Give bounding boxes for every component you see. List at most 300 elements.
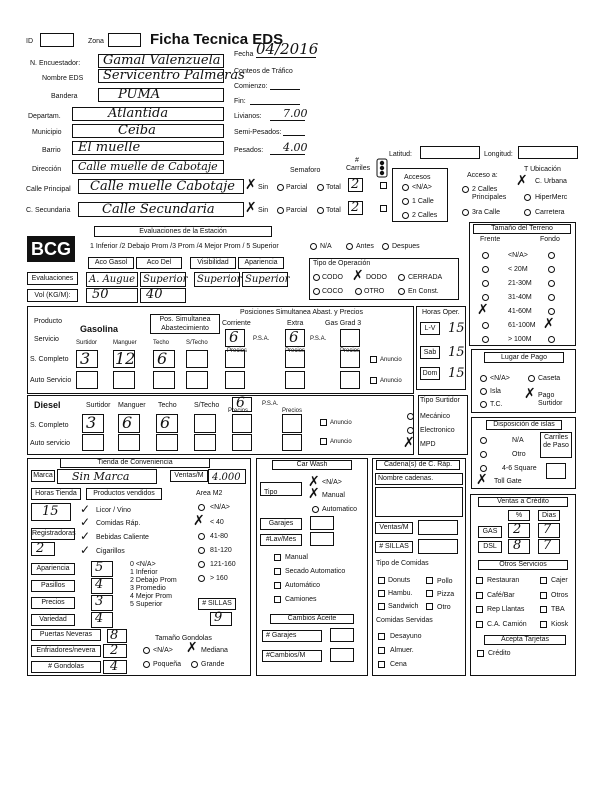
pizza-checkbox[interactable]	[426, 590, 433, 597]
diesel-label: Diesel	[34, 400, 61, 410]
bcg-logo: BCG	[27, 236, 75, 262]
diesel-col-techo: Techo	[158, 402, 177, 409]
gondola-na-radio[interactable]	[143, 647, 150, 654]
gondolas-value: 4	[110, 659, 119, 674]
gas-col-manguer: Manguer	[113, 340, 137, 346]
aceite-garajes-label: # Garajes	[262, 630, 322, 642]
productos-label: Productos vendidos	[86, 488, 162, 500]
cafe-bar-checkbox[interactable]	[476, 592, 483, 599]
sandwich-label: Sandwich	[388, 603, 419, 610]
gas-auto-techo-field[interactable]	[153, 371, 175, 389]
islas-otro-radio[interactable]	[480, 451, 487, 458]
codo-radio[interactable]	[313, 274, 320, 281]
direccion-value: Calle muelle de Cabotaje	[78, 160, 218, 173]
marca-value: Sin Marca	[72, 470, 130, 483]
latitud-field[interactable]	[420, 146, 480, 159]
terreno-title: Tamaño del Terreno	[473, 224, 571, 234]
carretera-label: Carretera	[535, 209, 565, 216]
gas-scomp-anuncio-checkbox[interactable]	[370, 356, 377, 363]
pasillos-value: 4	[95, 577, 104, 592]
area-40-mark: ✗	[193, 513, 205, 529]
eval-aco-gasol-value: A. Augue	[89, 274, 136, 285]
sandwich-checkbox[interactable]	[378, 603, 385, 610]
gasgrad-psa-field[interactable]	[340, 329, 360, 347]
pos-simult-label: Pos. Simultanea Abastecimiento	[150, 314, 220, 334]
carwash-lav-field[interactable]	[310, 532, 334, 546]
rep-llantas-label: Rep Llantas	[487, 606, 525, 613]
latitud-label: Latitud:	[389, 151, 412, 158]
gas-auto-stecho-field[interactable]	[186, 371, 208, 389]
credito-checkbox[interactable]	[477, 650, 484, 657]
pos-simult2-label: Posiciones Simultanea Abast. y Precios	[240, 309, 363, 316]
hambu-label: Hambu.	[388, 590, 413, 597]
longitud-field[interactable]	[518, 146, 578, 159]
coco-label: COCO	[322, 288, 343, 295]
carwash-svc-secado-label: Secado Automatico	[285, 568, 346, 575]
zona-field[interactable]	[108, 33, 141, 47]
area-80-radio[interactable]	[198, 533, 205, 540]
islas-na-label: N/A	[512, 437, 524, 444]
en-const-radio[interactable]	[398, 288, 405, 295]
desayuno-label: Desayuno	[390, 633, 422, 640]
eval-antes-radio[interactable]	[346, 243, 353, 250]
aco-del-button[interactable]: Aco Del	[136, 257, 182, 269]
gas-auto-surtidor-field[interactable]	[76, 371, 98, 389]
pollo-label: Pollo	[437, 578, 453, 585]
parcial-label-2: Parcial	[286, 207, 308, 214]
vol-gasol-value: 50	[92, 287, 109, 302]
diesel-auto-surtidor-field[interactable]	[82, 434, 104, 451]
frente-radio-1[interactable]	[482, 266, 489, 273]
carwash-garajes-label: Garajes	[260, 518, 302, 530]
kiosk-label: Kiosk	[551, 621, 569, 628]
direccion-label: Dirección	[32, 166, 62, 173]
fecha-value[interactable]: 04/2016	[256, 40, 319, 58]
scale-4: 4 Mejor Prom	[130, 593, 173, 600]
enfriadores-label: Enfriadores/nevera	[31, 645, 101, 657]
donuts-checkbox[interactable]	[378, 577, 385, 584]
horas-dom-label: Dom	[420, 367, 440, 380]
area-gt160-radio[interactable]	[198, 575, 205, 582]
gas-scomp-gasgrad-field[interactable]	[340, 350, 360, 368]
aceite-cambios-label: #Cambios/M	[262, 650, 322, 662]
departam-value: Atlantida	[108, 106, 169, 121]
evaluaciones-label: Evaluaciones	[27, 272, 78, 285]
servicio-label: Servicio	[34, 336, 59, 343]
cadenas-title: Cadena(s) de C. Ráp.	[376, 460, 460, 470]
diesel-auto-techo-field[interactable]	[156, 434, 178, 451]
frente-radio-6[interactable]	[482, 336, 489, 343]
horas-sab-value[interactable]: 15	[448, 345, 465, 360]
pago-surtidor-mark: ✗	[524, 386, 536, 402]
fondo-radio-4[interactable]	[548, 308, 555, 315]
gondola-pequena-label: Poqueña	[153, 661, 182, 668]
cigarillos-label: Cigarillos	[96, 548, 125, 555]
hambu-checkbox[interactable]	[378, 590, 385, 597]
carwash-lav-label: #Lav/Mes	[260, 534, 302, 546]
carwash-na-label: <N/A>	[322, 479, 342, 486]
diesel-auto-price1[interactable]	[232, 434, 252, 451]
carwash-garajes-field[interactable]	[310, 516, 334, 530]
carwash-svc-auto-checkbox[interactable]	[274, 582, 281, 589]
eval-na-label: N/A	[320, 243, 332, 250]
pago-tc-label: T.C.	[490, 401, 503, 408]
accesos-2-label: 2 Calles	[412, 212, 438, 219]
gas-label: GAS	[478, 526, 502, 538]
pago-surtidor-label: Pago Surtidor	[538, 392, 563, 407]
aceite-cambios-field[interactable]	[330, 648, 354, 662]
acceso-3ra-label: 3ra Calle	[472, 209, 501, 216]
pago-tc-radio[interactable]	[480, 401, 487, 408]
encuestador-value: Gamal Valenzuela	[103, 53, 221, 68]
gas-auto-anuncio-label: Anuncio	[380, 378, 402, 384]
precios-label: Precios	[31, 597, 75, 609]
surtidor-electronico-label: Electronico	[420, 427, 455, 434]
frente-label: Frente	[480, 236, 501, 243]
diesel-row-auto: Auto servicio	[30, 440, 71, 447]
area-na-radio[interactable]	[198, 504, 205, 511]
gas-auto-anuncio-checkbox[interactable]	[370, 377, 377, 384]
restauran-checkbox[interactable]	[476, 577, 483, 584]
carriles-paso-field[interactable]	[546, 463, 566, 479]
total-label: Total	[326, 184, 341, 191]
dsl-pct-value: 8	[513, 538, 522, 553]
gas-techo-value: 6	[157, 349, 168, 368]
accesos-1-radio[interactable]	[402, 198, 409, 205]
secundaria-semaforo-checkbox[interactable]	[380, 205, 387, 212]
tienda-ventas-value: 4.000	[212, 472, 241, 483]
gas-scomp-corriente-field[interactable]	[225, 348, 248, 368]
comienzo-label: Comienzo:	[234, 83, 268, 90]
gas-auto-corriente-field[interactable]	[225, 371, 245, 389]
diesel-auto-anuncio-label: Anuncio	[330, 439, 352, 445]
otro-radio[interactable]	[355, 288, 362, 295]
ventas-dias-label: Dias	[538, 510, 560, 521]
cadenas-sillas-label: # SILLAS	[375, 541, 413, 553]
urbana-mark: ✗	[516, 173, 528, 189]
puertas-value: 8	[110, 628, 119, 643]
total-radio[interactable]	[317, 184, 324, 191]
fondo-radio-3[interactable]	[548, 294, 555, 301]
area-160-label: 121-160	[210, 561, 236, 568]
hipermerc-radio[interactable]	[524, 194, 531, 201]
gas-stecho-field[interactable]	[186, 350, 208, 368]
gas-col-surtidor: Surtidor	[76, 340, 98, 346]
comidas-check: ✓	[80, 515, 91, 529]
apariencia-label: Apariencia	[31, 563, 75, 575]
pago-caseta-radio[interactable]	[528, 375, 535, 382]
fecha-label: Fecha	[234, 51, 254, 58]
comidas-servidas-label: Comidas Servidas	[376, 617, 433, 624]
evaluaciones-title: Evaluaciones de la Estación	[94, 226, 272, 237]
dodo-mark: ✗	[352, 268, 364, 284]
almuer-label: Almuer.	[390, 647, 414, 654]
area-40-label: < 40	[210, 519, 224, 526]
acceso-2calles-radio[interactable]	[462, 186, 469, 193]
departam-label: Departam.	[28, 113, 61, 120]
carwash-manual-label: Manual	[322, 492, 345, 499]
sin-mark: ✗	[245, 177, 257, 193]
gondola-grande-radio[interactable]	[191, 661, 198, 668]
gas-col-stecho: S/Techo	[186, 340, 208, 346]
corriente-precios-label: Precios	[227, 348, 248, 354]
livianos-value[interactable]: 7.00	[283, 107, 308, 120]
cerrada-radio[interactable]	[398, 274, 405, 281]
area-80-label: 41-80	[210, 533, 228, 540]
traffic-light-icon	[376, 158, 388, 178]
eval-apariencia-value: Superior	[245, 274, 290, 285]
gas-auto-extra-field[interactable]	[285, 371, 305, 389]
diesel-auto-price2[interactable]	[282, 434, 302, 451]
carretera-radio[interactable]	[524, 209, 531, 216]
cadenas-ventas-label: Ventas/M	[375, 522, 413, 534]
cadenas-nombre-label[interactable]: Nombre cadenas.	[375, 473, 463, 485]
bebidas-label: Bebidas Caliente	[96, 534, 149, 541]
horas-lv-value[interactable]: 15	[448, 321, 465, 336]
diesel-row-s-completo: S. Completo	[30, 422, 69, 429]
scale-5: 5 Superior	[130, 601, 163, 608]
gas-auto-gasgrad-field[interactable]	[340, 371, 360, 389]
accesos-1-label: 1 Calle	[412, 198, 434, 205]
area-120-radio[interactable]	[198, 547, 205, 554]
fondo-radio-6[interactable]	[548, 336, 555, 343]
aco-gasol-button[interactable]: Aco Gasol	[88, 257, 134, 269]
otros-checkbox[interactable]	[540, 592, 547, 599]
parcial-label: Parcial	[286, 184, 308, 191]
lugar-pago-title: Lugar de Pago	[484, 352, 564, 363]
cadenas-sillas-field[interactable]	[418, 539, 458, 554]
urbana-label: C. Urbana	[535, 178, 567, 185]
id-field[interactable]	[40, 33, 74, 47]
gasolina-label: Gasolina	[80, 324, 119, 334]
eval-visibilidad-value: Superior	[197, 274, 242, 285]
carwash-svc-camiones-checkbox[interactable]	[274, 596, 281, 603]
carwash-tipo-label: Tipo	[264, 489, 278, 496]
accesos-na-label: <N/A>	[412, 184, 432, 191]
extra-psa-value: 6	[289, 328, 299, 346]
frente-radio-5[interactable]	[482, 322, 489, 329]
parcial-radio[interactable]	[277, 184, 284, 191]
visibilidad-button[interactable]: Visibilidad	[190, 257, 236, 269]
gas-scomp-extra-field[interactable]	[285, 350, 305, 368]
bebidas-check: ✓	[80, 529, 91, 543]
total-radio-2[interactable]	[317, 207, 324, 214]
carwash-svc-manual-checkbox[interactable]	[274, 554, 281, 561]
gas-auto-manguer-field[interactable]	[113, 371, 135, 389]
gas-col-techo: Techo	[153, 340, 170, 346]
bandera-field[interactable]	[98, 88, 224, 102]
diesel-techo-value: 6	[160, 413, 171, 432]
comidas-label: Comidas Ráp.	[96, 520, 141, 527]
surtidor-electronico-radio[interactable]	[407, 427, 414, 434]
pago-na-radio[interactable]	[480, 375, 487, 382]
bandera-value: PUMA	[118, 87, 161, 102]
fondo-mark: ✗	[543, 316, 555, 332]
hipermerc-label: HiperMerc	[535, 194, 568, 201]
cigarillos-check: ✓	[80, 543, 91, 557]
carwash-svc-secado-checkbox[interactable]	[274, 568, 281, 575]
islas-otro-label: Otro	[512, 451, 526, 458]
secundaria-carriles-value: 2	[351, 200, 360, 215]
horas-tienda-label: Horas Tienda	[31, 488, 81, 500]
pizza-label: Pizza	[437, 591, 455, 598]
cadenas-ventas-field[interactable]	[418, 520, 458, 535]
frente-radio-2[interactable]	[482, 280, 489, 287]
horas-tienda-value: 15	[42, 504, 59, 519]
gondola-pequena-radio[interactable]	[143, 661, 150, 668]
fondo-label: Fondo	[540, 236, 560, 243]
pesados-value[interactable]: 4.00	[283, 141, 308, 154]
sin-label: Sin	[258, 184, 269, 191]
marca-label: Marca	[31, 470, 55, 482]
gas-scomp-anuncio-label: Anuncio	[380, 357, 402, 363]
fin-label: Fin:	[234, 98, 246, 105]
diesel-precios-label-2: Precios	[282, 408, 303, 414]
tipo-operacion-label: Tipo de Operación	[313, 260, 371, 267]
acceso-3ra-radio[interactable]	[462, 209, 469, 216]
diesel-col-stecho: S/Techo	[194, 402, 220, 409]
registradoras-value: 2	[36, 541, 45, 556]
dsl-label: DSL	[478, 541, 502, 553]
gas-dias-value: 7	[543, 522, 552, 537]
codo-label: CODO	[322, 274, 343, 281]
islas-square-label: 4-6 Square	[502, 465, 537, 472]
otros-label: Otros	[551, 592, 569, 599]
extra-label: Extra	[287, 320, 304, 327]
nombre-eds-label: Nombre EDS	[42, 75, 84, 82]
area-gt160-label: > 160	[210, 575, 228, 582]
semaforo-label: Semaforo	[290, 167, 321, 174]
diesel-col-manguer: Manguer	[118, 402, 146, 409]
tarjetas-title: Acepta Tarjetas	[484, 635, 566, 645]
bandera-label: Bandera	[51, 93, 78, 100]
rep-llantas-checkbox[interactable]	[476, 606, 483, 613]
desayuno-checkbox[interactable]	[378, 633, 385, 640]
longitud-label: Longitud:	[484, 151, 513, 158]
variedad-label: Variedad	[31, 614, 75, 626]
gas-surtidor-value: 3	[80, 349, 91, 368]
aceite-garajes-field[interactable]	[330, 628, 354, 642]
carriles-label: Carriles	[346, 165, 371, 172]
terreno-opt-0: <N/A>	[508, 252, 528, 259]
parcial-radio-2[interactable]	[277, 207, 284, 214]
islas-square-radio[interactable]	[480, 465, 487, 472]
vol-del-value: 40	[146, 287, 163, 302]
otro-comida-checkbox[interactable]	[426, 603, 433, 610]
diesel-psa-value: 6	[236, 395, 245, 411]
frente-radio-3[interactable]	[482, 294, 489, 301]
diesel-scomp-anuncio-checkbox[interactable]	[320, 419, 327, 426]
diesel-scomp-price2[interactable]	[282, 414, 302, 433]
accesos-na-radio[interactable]	[402, 184, 409, 191]
tipo-surtidor-title: Tipo Surtidor	[420, 397, 460, 404]
gondola-mediana-label: Mediana	[201, 647, 228, 654]
coco-radio[interactable]	[313, 288, 320, 295]
tipo-comidas-label: Tipo de Comidas	[376, 560, 429, 567]
tienda-ventas-label: Ventas/M	[170, 470, 208, 482]
gondola-mediana-mark: ✗	[186, 640, 198, 656]
pollo-checkbox[interactable]	[426, 577, 433, 584]
carwash-svc-manual-label: Manual	[285, 554, 308, 561]
disposicion-title: Disposición de islas	[486, 420, 562, 430]
otro-label: OTRO	[364, 288, 385, 295]
terreno-opt-3: 31-40M	[508, 294, 532, 301]
cena-checkbox[interactable]	[378, 661, 385, 668]
pago-na-label: <N/A>	[490, 375, 510, 382]
gondola-na-label: <N/A>	[153, 647, 173, 654]
credito-label: Crédito	[488, 650, 511, 657]
horas-lv-label: L-V	[420, 322, 440, 335]
diesel-auto-anuncio-checkbox[interactable]	[320, 438, 327, 445]
fondo-radio-1[interactable]	[548, 266, 555, 273]
gas-row-s-completo: S. Completo	[30, 356, 69, 363]
carwash-auto-radio[interactable]	[312, 506, 319, 513]
eval-antes-label: Antes	[356, 243, 374, 250]
pago-isla-label: Isla	[490, 388, 501, 395]
scale-2: 2 Debajo Prom	[130, 577, 177, 584]
calle-secundaria-value: Calle Secundaria	[102, 202, 215, 217]
diesel-psa-label: P.S.A.	[262, 401, 279, 407]
eval-despues-label: Despues	[392, 243, 420, 250]
islas-na-radio[interactable]	[480, 437, 487, 444]
cadenas-nombre-field[interactable]	[375, 487, 463, 517]
horas-dom-value[interactable]: 15	[448, 366, 465, 381]
dodo-label: DODO	[366, 274, 387, 281]
aceite-title: Cambios Aceite	[270, 614, 354, 624]
fondo-radio-2[interactable]	[548, 280, 555, 287]
barrio-label: Barrio	[42, 147, 61, 154]
vol-label: Vol (KG/M):	[27, 289, 78, 302]
tba-checkbox[interactable]	[540, 606, 547, 613]
accesos-2-radio[interactable]	[402, 212, 409, 219]
diesel-auto-stecho-field[interactable]	[194, 434, 216, 451]
gas-pct-value: 2	[513, 522, 522, 537]
almuer-checkbox[interactable]	[378, 647, 385, 654]
restauran-label: Restauran	[487, 577, 520, 584]
pago-isla-radio[interactable]	[480, 388, 487, 395]
ca-camion-checkbox[interactable]	[476, 621, 483, 628]
area-160-radio[interactable]	[198, 561, 205, 568]
eval-despues-radio[interactable]	[382, 243, 389, 250]
nombre-eds-value: Servicentro Palmeras	[103, 68, 245, 83]
eval-na-radio[interactable]	[310, 243, 317, 250]
kiosk-checkbox[interactable]	[540, 621, 547, 628]
frente-radio-0[interactable]	[482, 252, 489, 259]
id-label: ID	[26, 38, 33, 45]
apariencia-button[interactable]: Apariencia	[238, 257, 284, 269]
surtidor-mecanico-radio[interactable]	[407, 413, 414, 420]
producto-label: Producto	[34, 318, 63, 325]
extra-psa-label: P.S.A.	[310, 336, 327, 342]
diesel-auto-manguer-field[interactable]	[118, 434, 140, 451]
extra-precios-label: Precios	[285, 348, 306, 354]
gasgrad-precios-label: Precios	[340, 348, 361, 354]
terreno-opt-4: 41-60M	[508, 308, 532, 315]
right-bottom-box	[470, 494, 576, 676]
cajer-checkbox[interactable]	[540, 577, 547, 584]
fondo-radio-0[interactable]	[548, 252, 555, 259]
principal-semaforo-checkbox[interactable]	[380, 182, 387, 189]
diesel-stecho-field[interactable]	[194, 414, 216, 433]
carwash-tipo-field[interactable]	[260, 482, 302, 496]
variedad-value: 4	[95, 611, 104, 626]
acceso-2calles-label: 2 Calles Principales	[472, 186, 507, 201]
surtidor-mecanico-label: Mecánico	[420, 413, 450, 420]
principal-carriles-value: 2	[351, 177, 360, 192]
scale-3: 3 Promedio	[130, 585, 166, 592]
dsl-dias-value: 7	[543, 538, 552, 553]
diesel-scomp-price1[interactable]	[232, 414, 252, 433]
